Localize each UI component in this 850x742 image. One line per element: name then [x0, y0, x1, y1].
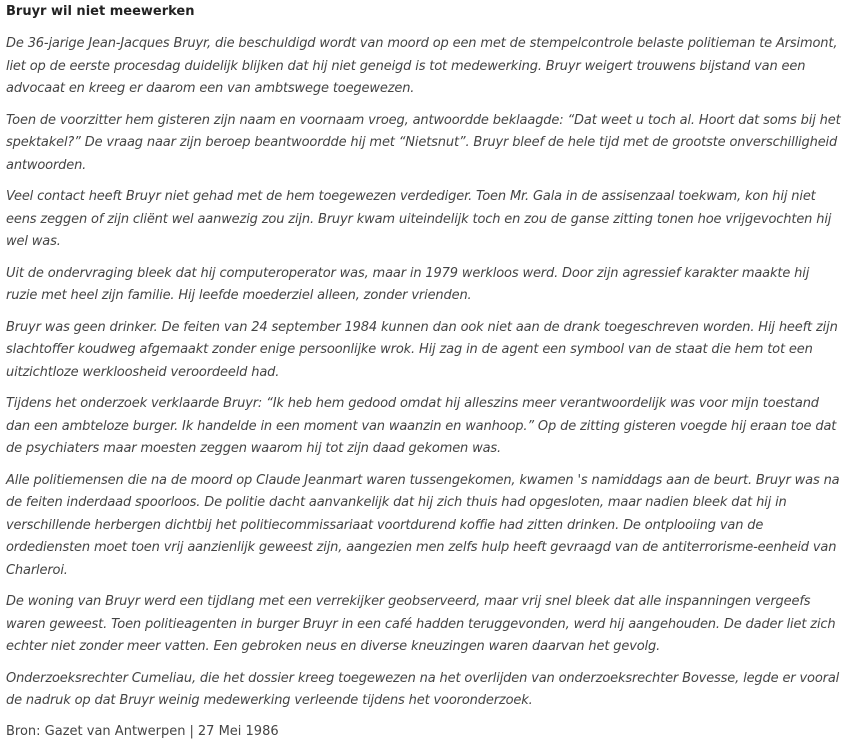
- article-paragraph-4: Uit de ondervraging bleek dat hij computeroperator was, maar in 1979 werkloos werd. Door zijn agressief karakter maakte hij ruzie met heel zijn familie. Hij leefde moederziel alleen, zonder vrienden.: [6, 265, 810, 303]
- article-paragraph-7: Alle politiemensen die na de moord op Claude Jeanmart waren tussengekomen, kwamen 's namiddags aan de beurt. Bruyr was na de feiten inderdaad spoorloos. De politie dacht aanvankelijk dat hij zich thuis had opgesloten, maar nadien bleek dat hij in verschillende herbergen dichtbij het politiecommissariaat voortdurend koffie had zitten drinken. De ontplooiing van de ordediensten moet toen vrij aanzienlijk geweest zijn, aangezien men zelfs hulp heeft gevraagd van de antiterrorisme-eenheid van Charleroi.: [6, 472, 840, 578]
- source-label: Bron: Gazet van Antwerpen: [6, 723, 186, 739]
- article-paragraph-8: De woning van Bruyr werd een tijdlang met een verrekijker geobserveerd, maar vrij snel bleek dat alle inspanningen vergeefs waren geweest. Toen politieagenten in burger Bruyr in een café hadden teruggevonden, werd hij aangehouden. De dader liet zich echter niet zonder meer vatten. Een gebroken neus en diverse kneuzingen waren daarvan het gevolg.: [6, 594, 836, 654]
- article-paragraph-5: Bruyr was geen drinker. De feiten van 24 september 1984 kunnen dan ook niet aan de drank toegeschreven worden. Hij heeft zijn slachtoffer koudweg afgemaakt zonder enige persoonlijke wrok. Hij zag in de agent een symbool van de staat die hem tot een uitzichtloze werkloosheid veroordeeld had.: [6, 319, 838, 380]
- article-paragraph-3: Veel contact heeft Bruyr niet gehad met de hem toegewezen verdediger. Toen Mr. Gala in de assisenzaal toekwam, kon hij niet eens zeggen of zijn cliënt wel aanwezig zou zijn. Bruyr kwam uiteindelijk toch en zou de ganse zitting tonen hoe vrijgevochten hij wel was.: [6, 189, 832, 249]
- article-source: [6, 722, 844, 742]
- article-paragraph-9: Onderzoeksrechter Cumeliau, die het dossier kreeg toegewezen na het overlijden van onderzoeksrechter Bovesse, legde er vooral de nadruk op dat Bruyr weinig medewerking verleende tijdens het vooronderzoek.: [6, 670, 840, 708]
- source-separator: |: [189, 723, 194, 739]
- article-paragraph-1: De 36-jarige Jean-Jacques Bruyr, die beschuldigd wordt van moord op een met de stempelcontrole belaste politieman te Arsimont, liet op de eerste procesdag duidelijk blijken dat hij niet geneigd is tot medewerking. Bruyr weigert trouwens bijstand van een advocaat en kreeg er daarom een van ambtswege toegewezen.: [6, 36, 838, 96]
- article-paragraph-6: Tijdens het onderzoek verklaarde Bruyr: “Ik heb hem gedood omdat hij alleszins meer verantwoordelijk was voor mijn toestand dan een ambteloze burger. Ik handelde in een moment van waanzin en wanhoop.” Op de zitting gisteren voegde hij eraan toe dat de psychiaters maar moesten zeggen waarom hij tot zijn daad gekomen was.: [6, 396, 837, 456]
- article-title: Bruyr wil niet meewerken: [6, 4, 195, 19]
- article-paragraph-2: Toen de voorzitter hem gisteren zijn naam en voornaam vroeg, antwoordde beklaagde: “Dat weet u toch al. Hoort dat soms bij het spektakel?” De vraag naar zijn beroep beantwoordde hij met “Nietsnut”. Bruyr bleef de hele tijd met de grootste onverschilligheid antwoorden.: [6, 112, 841, 173]
- source-date: 27 Mei 1986: [197, 723, 279, 739]
